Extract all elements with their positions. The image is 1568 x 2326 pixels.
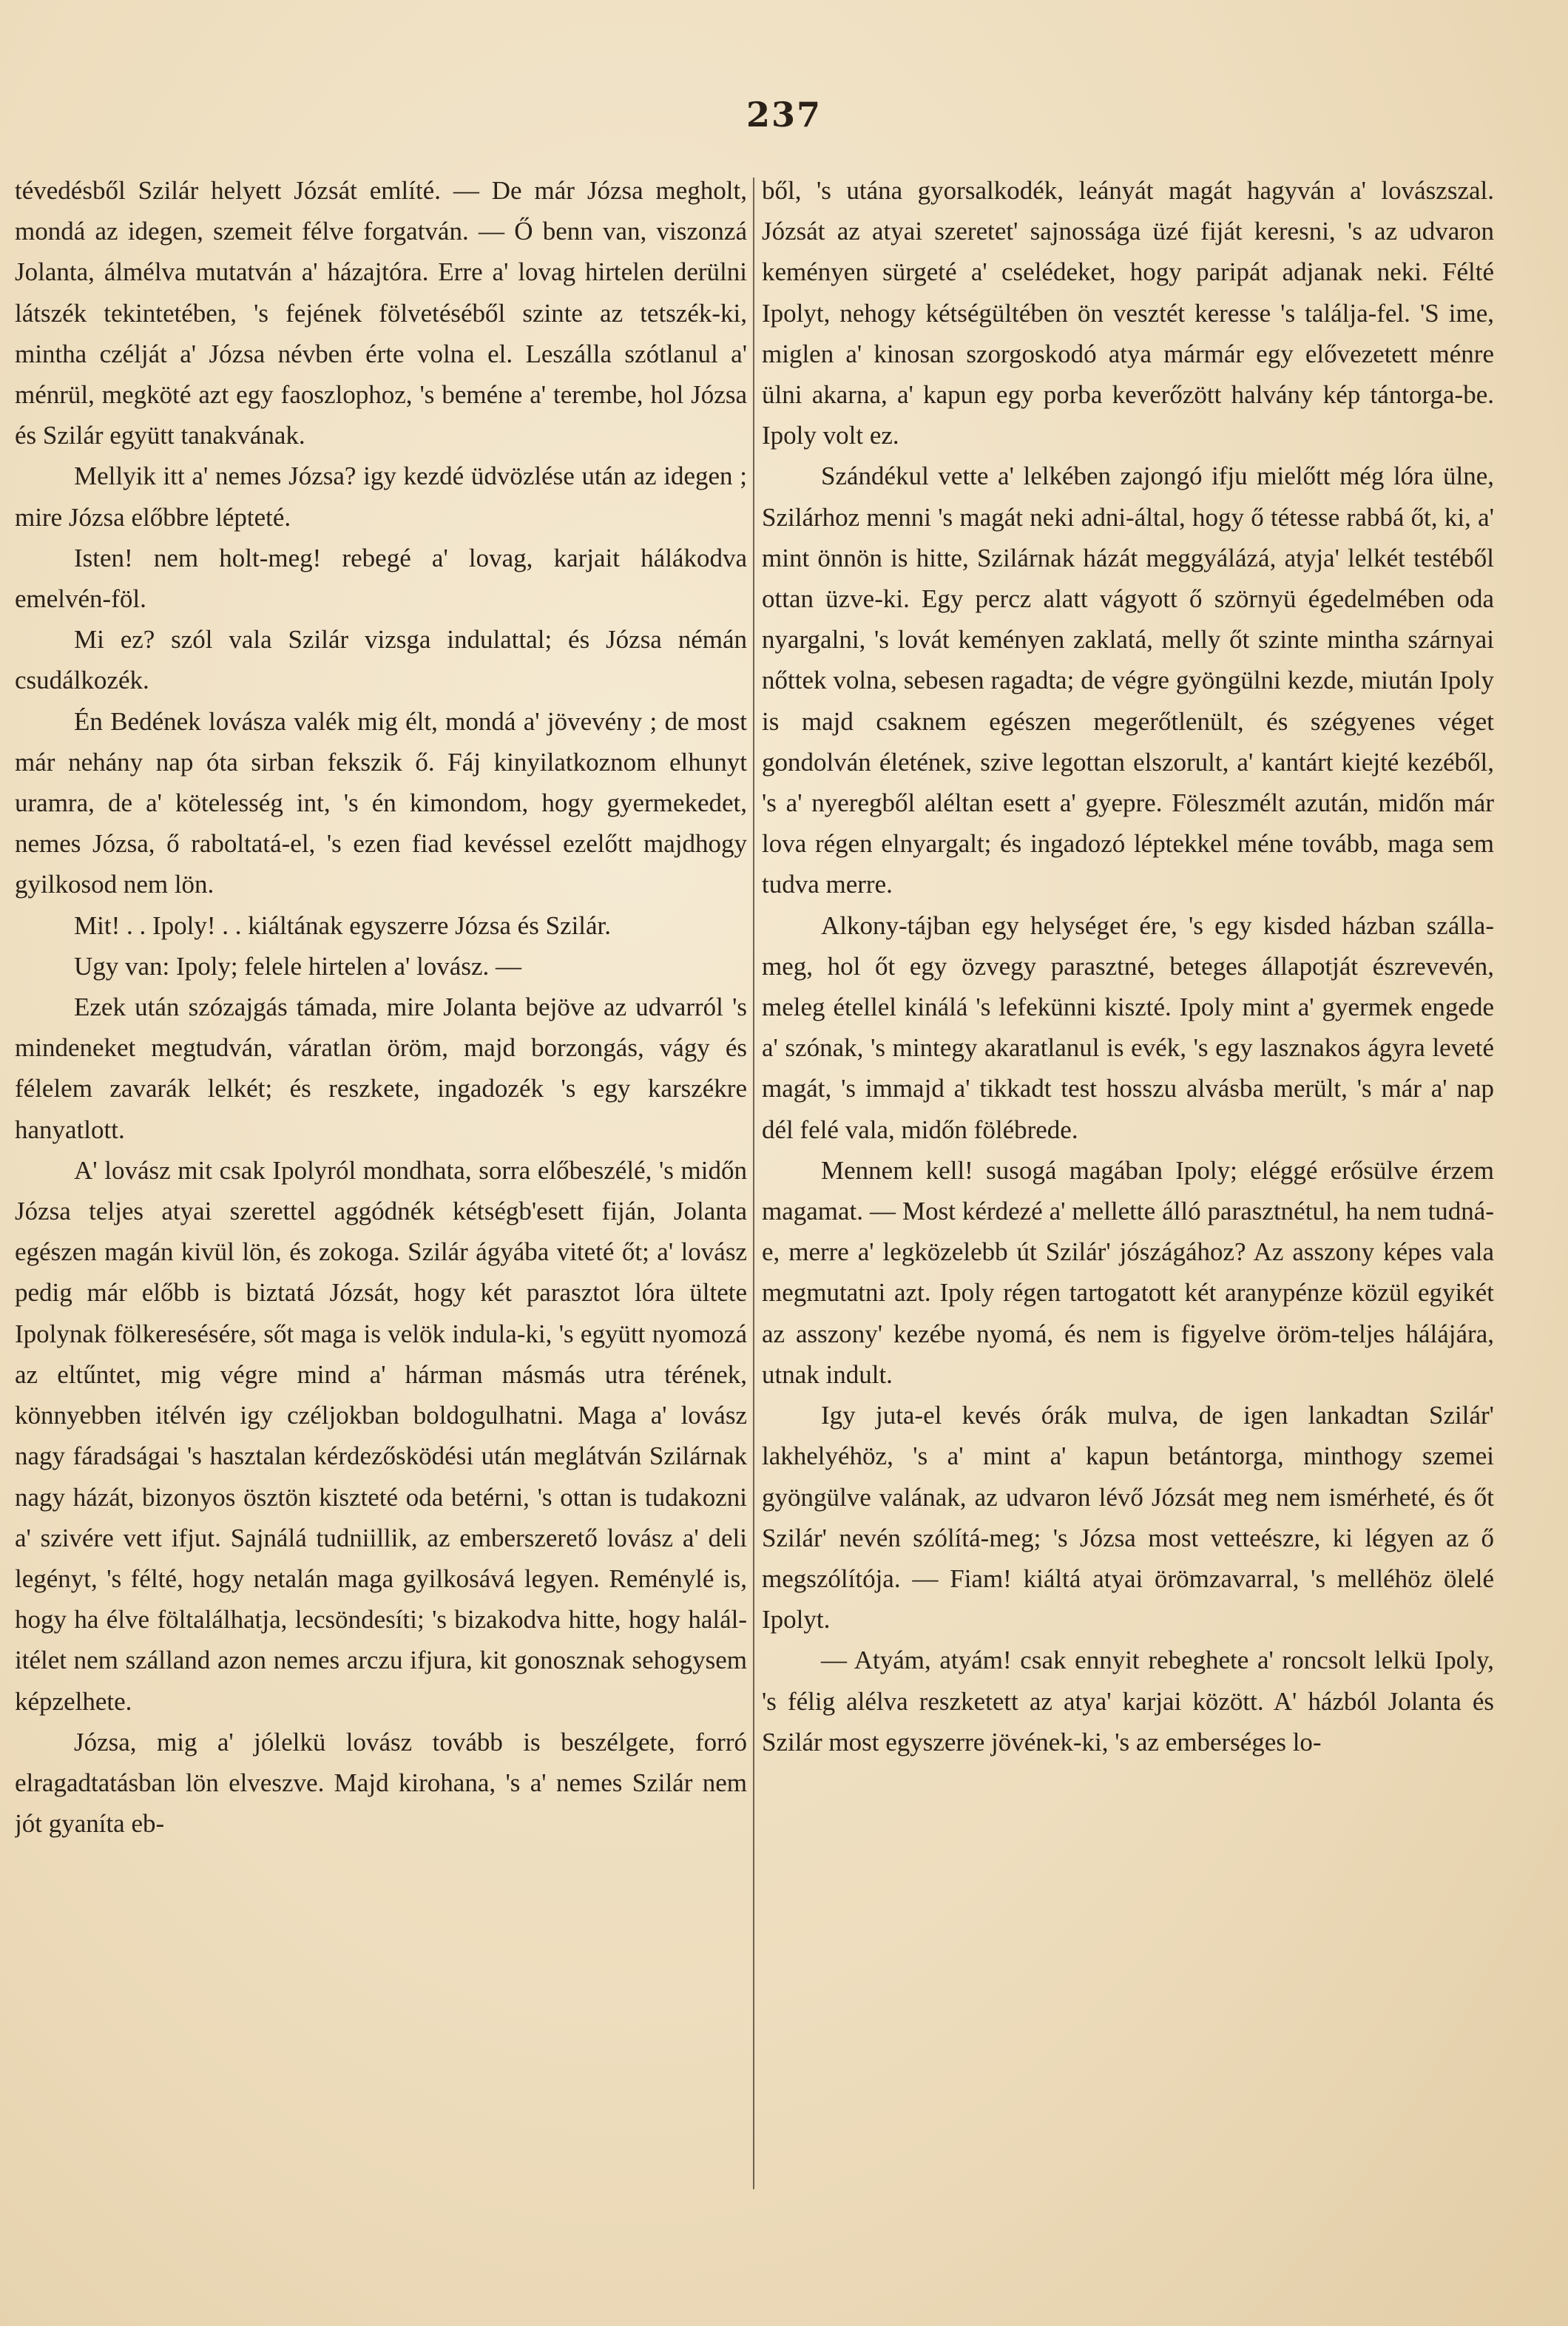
paragraph: A' lovász mit csak Ipolyról mondhata, sorra előbeszélé, 's midőn Józsa teljes atyai szerettel aggódnék kétségb'esett fiján, Jolanta egészen magán kivül lön, és zokoga. Szilár ágyába viteté őt; a' lovász pedig már előbb is biztatá Józsát, hogy két parasztot lóra ültete Ipolynak fölkeresésére, sőt maga is velök indula-ki, 's együtt nyomozá az eltűntet, mig végre mind a' hárman másmás utra térének, könnyebben itélvén igy czéljokban boldogulhatni. Maga a' lovász nagy fáradságai 's hasztalan kérdezősködési után meglátván Szilárnak nagy házát, bizonyos ösztön kiszteté oda betérni, 's ottan is tudakozni a' szivére vett ifjut. Sajnálá tudniillik, az emberszerető lovász a' deli legényt, 's félté, hogy netalán maga gyilkosává legyen. Reménylé is, hogy ha élve föltalálhatja, lecsöndesíti; 's bizakodva hitte, hogy halál-itélet nem szálland azon nemes arczu ifjura, kit gonosznak sehogysem képzelhete. bbox=[15, 1155, 747, 1716]
paragraph: Ezek után szózajgás támada, mire Jolanta bejöve az udvarról 's mindeneket megtudván, váratlan öröm, majd borzongás, vágy és félelem zavarák lelkét; és reszkete, ingadozék 's egy karszékre hanyatlott. bbox=[15, 993, 747, 1144]
page-number: 237 bbox=[746, 95, 822, 135]
paragraph: Józsa, mig a' jólelkü lovász tovább is beszélgete, forró elragadtatásban lön elveszve. Majd kirohana, 's a' nemes Szilár nem jót gyaníta eb- bbox=[15, 1727, 747, 1839]
paragraph: ből, 's utána gyorsalkodék, leányát magát hagyván a' lovászszal. Józsát az atyai szeretet' sajnossága üzé fiját keresni, 's az udvaron keményen sürgeté a' cselédeket, hogy paripát adjanak neki. Félté Ipolyt, nehogy kétségültében ön vesztét keresse 's találja-fel. 'S ime, miglen a' kinosan szorgoskodó atya mármár egy elővezetett ménre ülni akarna, a' kapun egy porba keverőzött halvány kép tántorga-be. Ipoly volt ez. bbox=[762, 176, 1494, 450]
paragraph: — Atyám, atyám! csak ennyit rebeghete a' roncsolt lelkü Ipoly, 's félig alélva reszketett az atya' karjai között. A' házból Jolanta és Szilár most egyszerre jövének-ki, 's az emberséges lo- bbox=[762, 1646, 1494, 1757]
left-column bbox=[15, 170, 747, 2285]
paragraph: Én Bedének lovásza valék mig élt, mondá a' jövevény ; de most már nehány nap óta sirban fekszik ő. Fáj kinyilatkoznom elhunyt uramra, de a' kötelesség int, 's én kimondom, hogy gyermekedet, nemes Józsa, ő raboltatá-el, 's ezen fiad kevéssel ezelőtt majdhogy gyilkosod nem lön. bbox=[15, 706, 747, 899]
paragraph: Szándékul vette a' lelkében zajongó ifju mielőtt még lóra ülne, Szilárhoz menni 's magát neki adni-által, hogy ő tétesse rabbá őt, ki, a' mint önnön is hitte, Szilárnak házát meggyálázá, atyja' lelkét testéből ottan üzve-ki. Egy percz alatt vágyott ő szörnyü égedelmében oda nyargalni, 's lovát keményen zaklatá, melly őt szinte mintha szárnyai nőttek volna, sebesen ragadta; de végre gyöngülni kezde, miután Ipoly is majd csaknem egészen megerőtlenült, és szégyenes véget gondolván életének, szive legottan elszorult, a' kantárt kiejté kezéből, 's a' nyeregből aléltan esett a' gyepre. Föleszmélt azután, midőn már lova régen elnyargalt; és ingadozó léptekkel méne tovább, maga sem tudva merre. bbox=[762, 462, 1494, 899]
paragraph: Mellyik itt a' nemes Józsa? igy kezdé üdvözlése után az idegen ; mire Józsa előbbre lépteté. bbox=[15, 462, 747, 532]
paragraph: Igy juta-el kevés órák mulva, de igen lankadtan Szilár' lakhelyéhöz, 's a' mint a' kapun betántorga, minthogy szemei gyöngülve valának, az udvaron lévő Józsát meg nem ismérheté, és őt Szilár' nevén szólítá-meg; 's Józsa most vetteészre, ki légyen az ő megszólítója. — Fiam! kiáltá atyai örömzavarral, 's melléhöz ölelé Ipolyt. bbox=[762, 1401, 1494, 1634]
right-column bbox=[762, 170, 1494, 2285]
column-divider bbox=[753, 178, 754, 2189]
paragraph: Mit! . . Ipoly! . . kiáltának egyszerre Józsa és Szilár. bbox=[74, 910, 612, 940]
paragraph: Mennem kell! susogá magában Ipoly; eléggé erősülve érzem magamat. — Most kérdezé a' mellette álló parasztnétul, ha nem tudná-e, merre a' legközelebb út Szilár' jószágához? Az asszony képes vala megmutatni azt. Ipoly régen tartogatott két aranypénze közül egyikét az asszony' kezébe nyomá, és nem is figyelve öröm-teljes hálájára, utnak indult. bbox=[762, 1155, 1494, 1389]
paragraph: Ugy van: Ipoly; felele hirtelen a' lovász. — bbox=[74, 951, 521, 981]
paragraph: Alkony-tájban egy helységet ére, 's egy kisded házban szálla-meg, hol őt egy özvegy parasztné, beteges állapotját észrevevén, meleg étellel kinálá 's lefekünni kiszté. Ipoly mint a' gyermek engede a' szónak, 's mintegy akaratlanul is evék, 's egy lasznakos ágyra leveté magát, 's immajd a' tikkadt test hosszu alvásba merült, 's már a' nap dél felé vala, midőn fölébrede. bbox=[762, 910, 1494, 1144]
paragraph: Mi ez? szól vala Szilár vizsga indulattal; és Józsa némán csudálkozék. bbox=[15, 625, 747, 695]
paragraph: tévedésből Szilár helyett Józsát említé. — De már Józsa megholt, mondá az idegen, szemeit félve forgatván. — Ő benn van, viszonzá Jolanta, álmélva mutatván a' házajtóra. Erre a' lovag hirtelen derülni látszék tekintetében, 's fejének fölvetéséből szinte az tetszék-ki, mintha czélját a' Józsa névben érte volna el. Leszálla szótlanul a' ménrül, megköté azt egy faoszlophoz, 's beméne a' terembe, hol Józsa és Szilár együtt tanakvának. bbox=[15, 176, 747, 450]
paragraph: Isten! nem holt-meg! rebegé a' lovag, karjait hálákodva emelvén-föl. bbox=[15, 543, 747, 614]
